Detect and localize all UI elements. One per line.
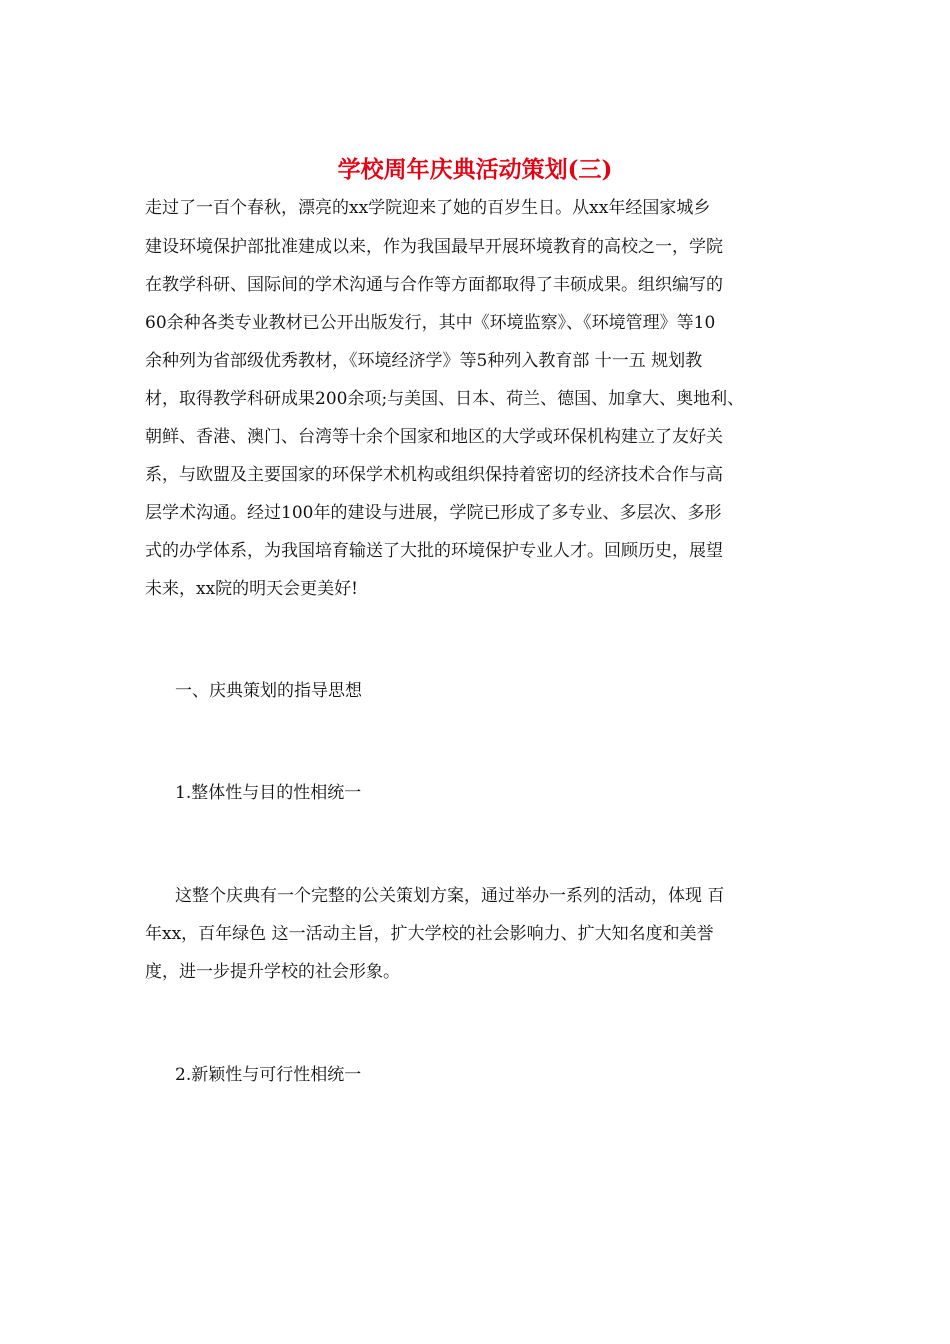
intro-line: 余种列为省部级优秀教材，《环境经济学》等5种列入教育部 十一五 规划教 xyxy=(145,351,703,371)
subsection-paragraph-line: 年xx，百年绿色 这一活动主旨，扩大学校的社会影响力、扩大知名度和美誉 xyxy=(145,924,714,944)
intro-line: 在教学科研、国际间的学术沟通与合作等方面都取得了丰硕成果。组织编写的 xyxy=(145,275,723,295)
subsection-paragraph-line: 度，进一步提升学校的社会形象。 xyxy=(145,962,400,982)
subsection-heading: 2.新颖性与可行性相统一 xyxy=(175,1065,362,1085)
section-heading: 一、庆典策划的指导思想 xyxy=(175,681,362,701)
intro-line: 走过了一百个春秋，漂亮的xx学院迎来了她的百岁生日。从xx年经国家城乡 xyxy=(145,198,711,218)
intro-line: 层学术沟通。经过100年的建设与进展，学院已形成了多专业、多层次、多形 xyxy=(145,503,722,523)
intro-line: 未来，xx院的明天会更美好! xyxy=(145,579,359,599)
subsection-paragraph-line: 这整个庆典有一个完整的公关策划方案，通过举办一系列的活动，体现 百 xyxy=(175,886,725,906)
intro-line: 建设环境保护部批准建成以来，作为我国最早开展环境教育的高校之一，学院 xyxy=(145,237,723,257)
intro-line: 材，取得教学科研成果200余项;与美国、日本、荷兰、德国、加拿大、奥地利、 xyxy=(145,389,745,409)
intro-line: 式的办学体系，为我国培育输送了大批的环境保护专业人才。回顾历史，展望 xyxy=(145,541,723,561)
intro-line: 60余种各类专业教材已公开出版发行，其中《环境监察》、《环境管理》等10 xyxy=(145,313,716,333)
intro-line: 朝鲜、香港、澳门、台湾等十余个国家和地区的大学或环保机构建立了友好关 xyxy=(145,427,723,447)
document-title: 学校周年庆典活动策划(三) xyxy=(337,156,613,183)
subsection-heading: 1.整体性与目的性相统一 xyxy=(175,783,362,803)
intro-line: 系，与欧盟及主要国家的环保学术机构或组织保持着密切的经济技术合作与高 xyxy=(145,465,723,485)
